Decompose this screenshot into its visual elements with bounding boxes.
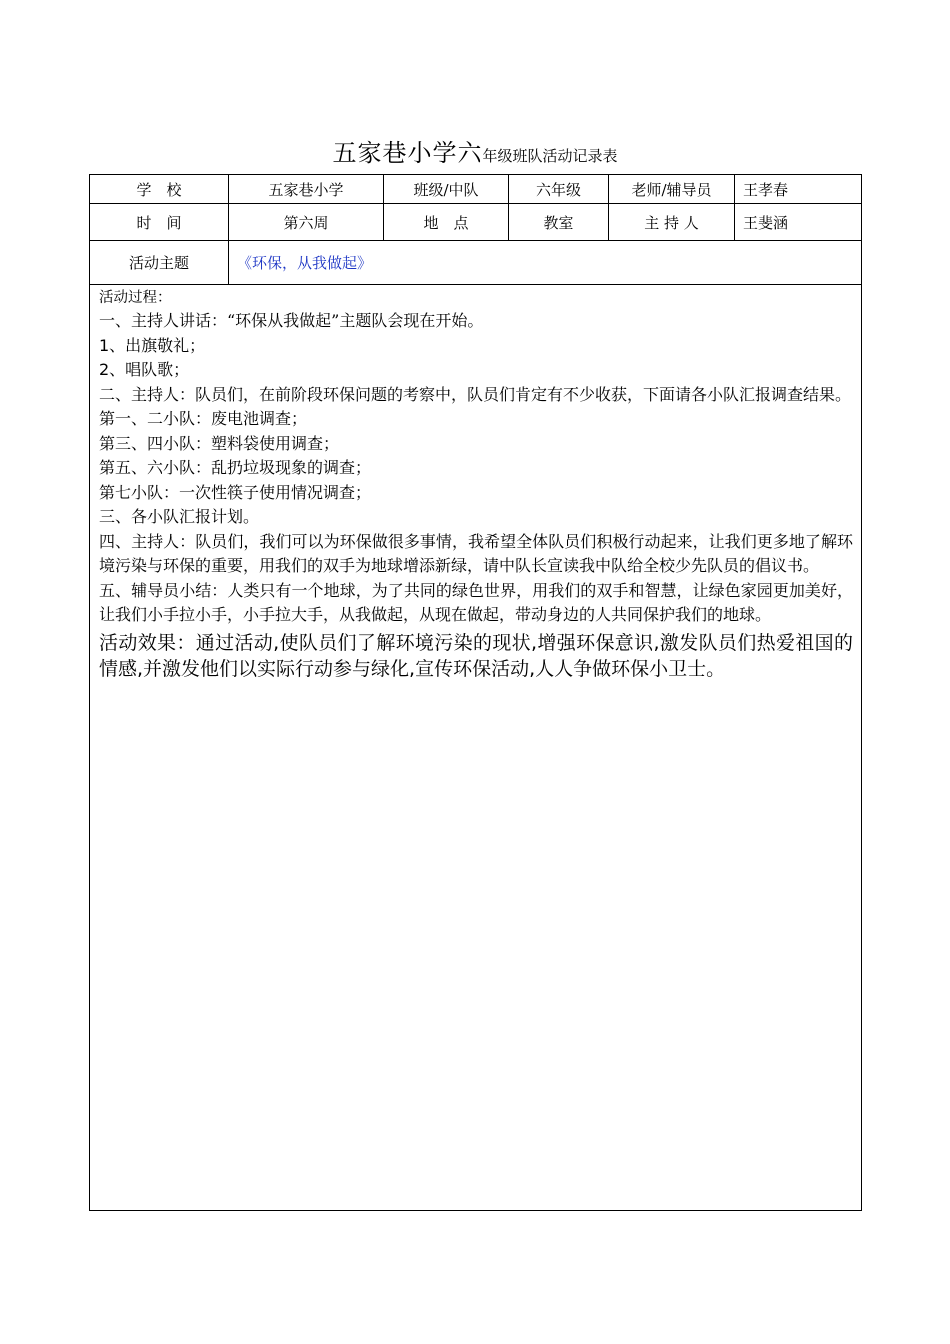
table-row xyxy=(90,175,862,204)
time-label: 时 间 xyxy=(90,204,229,241)
teacher-label: 老师/辅导员 xyxy=(609,175,735,204)
school-label: 学 校 xyxy=(90,175,229,204)
process-line: 2、唱队歌； xyxy=(99,360,190,379)
process-line: 三、各小队汇报计划。 xyxy=(99,507,260,526)
host-label: 主 持 人 xyxy=(609,204,735,241)
process-line: 二、主持人：队员们，在前阶段环保问题的考察中，队员们肯定有不少收获，下面请各小队汇报调查结果。 xyxy=(99,384,852,404)
teacher-value: 王孝春 xyxy=(735,175,862,204)
place-value: 教室 xyxy=(509,204,609,241)
process-line: 四、主持人：队员们，我们可以为环保做很多事情，我希望全体队员们积极行动起来，让我们更多地了解环境污染与环保的重要，用我们的双手为地球增添新绿，请中队长宣读我中队给全校少先队员的倡议书。 xyxy=(99,531,853,575)
title-main: 五家巷小学六 xyxy=(332,139,483,167)
title-suffix: 年级班队活动记录表 xyxy=(482,147,618,165)
host-value: 王斐涵 xyxy=(735,204,862,241)
process-line: 1、出旗敬礼； xyxy=(99,335,206,355)
page-title xyxy=(0,133,950,168)
process-line: 一、主持人讲话：“环保从我做起”主题队会现在开始。 xyxy=(99,311,484,330)
process-line: 第一、二小队：废电池调查； xyxy=(99,409,308,428)
class-value: 六年级 xyxy=(509,175,609,204)
table-row xyxy=(90,285,862,1211)
time-value: 第六周 xyxy=(229,204,384,241)
table-row xyxy=(90,204,862,241)
process-line: 五、辅导员小结：人类只有一个地球，为了共同的绿色世界，用我们的双手和智慧，让绿色家园更加美好，让我们小手拉小手，小手拉大手，从我做起，从现在做起，带动身边的人共同保护我们的地球。 xyxy=(99,580,853,624)
process-line: 第三、四小队：塑料袋使用调查； xyxy=(99,433,340,453)
process-heading: 活动过程： xyxy=(99,290,172,306)
table-row xyxy=(90,241,862,285)
process-line: 第七小队：一次性筷子使用情况调查； xyxy=(99,482,372,502)
process-line: 第五、六小队：乱扔垃圾现象的调查； xyxy=(99,458,372,477)
activity-record-table xyxy=(89,174,862,1211)
theme-label: 活动主题 xyxy=(90,241,229,285)
class-label: 班级/中队 xyxy=(384,175,509,204)
theme-value: 《环保，从我做起》 xyxy=(229,241,862,285)
school-value: 五家巷小学 xyxy=(229,175,384,204)
place-label: 地 点 xyxy=(384,204,509,241)
activity-content xyxy=(90,285,862,1211)
activity-effect: 活动效果：通过活动,使队员们了解环境污染的现状,增强环保意识,激发队员们热爱祖国的情感,并激发他们以实际行动参与绿化,宣传环保活动,人人争做环保小卫士。 xyxy=(99,631,853,680)
